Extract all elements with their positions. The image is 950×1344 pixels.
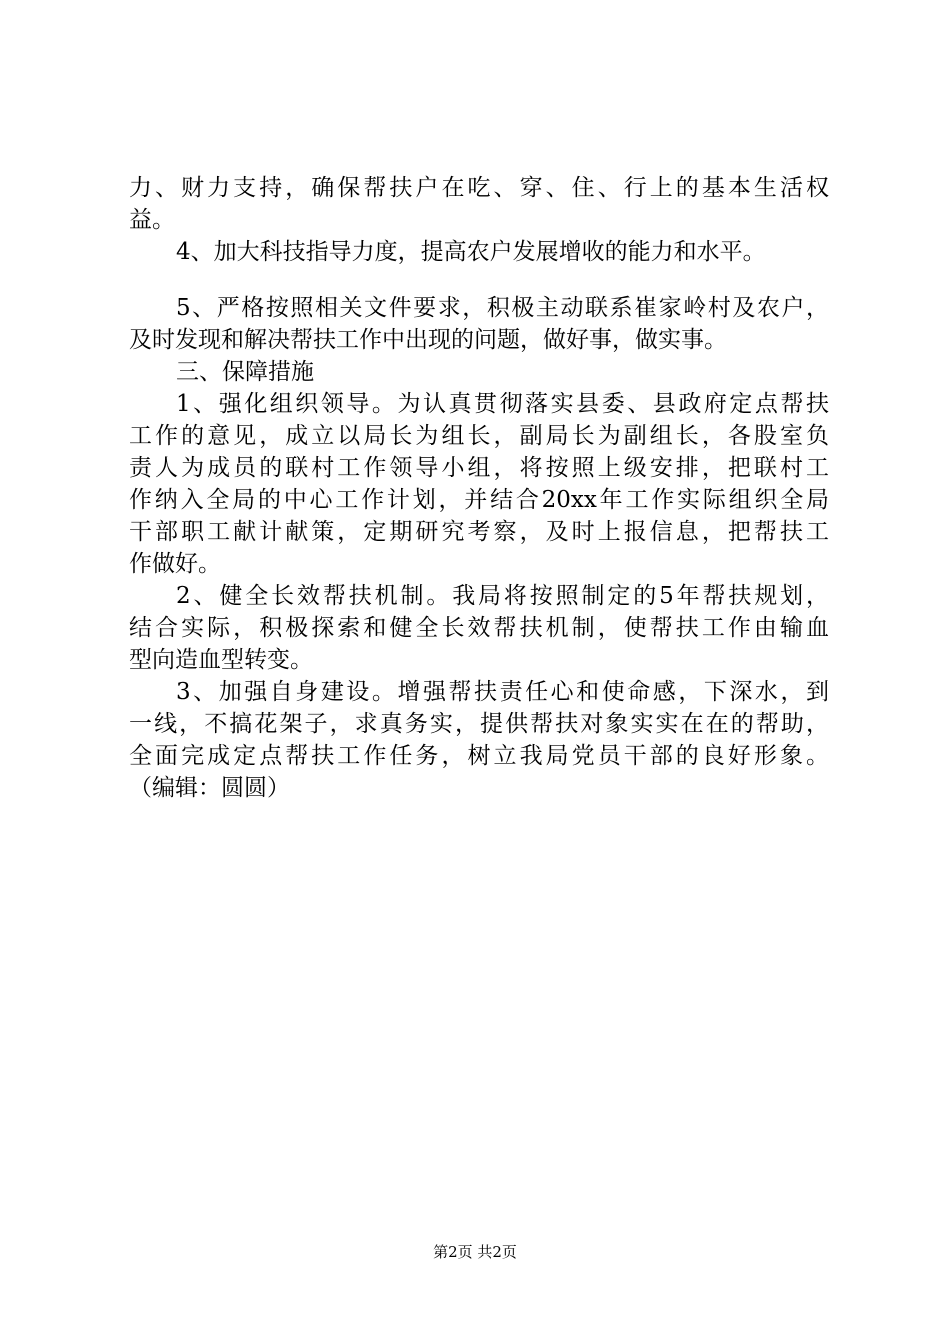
text-line: 作纳入全局的中心工作计划，并结合20xx年工作实际组织全局	[129, 487, 829, 513]
paragraph-measure-3	[129, 676, 829, 772]
heading-text: 三、保障措施	[176, 359, 314, 385]
document-body	[129, 172, 829, 804]
text-line: 全面完成定点帮扶工作任务，树立我局党员干部的良好形象。	[129, 743, 829, 769]
paragraph-measure-1	[129, 388, 829, 580]
text-line: 1、强化组织领导。为认真贯彻落实县委、县政府定点帮扶	[176, 391, 829, 417]
paragraph-continuation	[129, 172, 829, 236]
text-line: 作做好。	[129, 551, 221, 577]
page-footer	[0, 1241, 950, 1263]
text-line: 一线，不搞花架子，求真务实，提供帮扶对象实实在在的帮助，	[129, 711, 829, 737]
paragraph-item-4	[129, 236, 829, 268]
text-line: 益。	[129, 207, 175, 233]
text-line: 及时发现和解决帮扶工作中出现的问题，做好事，做实事。	[129, 327, 727, 353]
paragraph-spacer	[129, 268, 829, 292]
text-line: 型向造血型转变。	[129, 647, 313, 673]
text-line: 5、严格按照相关文件要求，积极主动联系崔家岭村及农户，	[176, 295, 829, 321]
text-line: 干部职工献计献策，定期研究考察，及时上报信息，把帮扶工	[129, 519, 829, 545]
text-line: 责人为成员的联村工作领导小组，将按照上级安排，把联村工	[129, 455, 829, 481]
paragraph-item-5	[129, 292, 829, 356]
page-number-label: 第2页 共2页	[433, 1243, 517, 1261]
paragraph-measure-2	[129, 580, 829, 676]
text-line: 3、加强自身建设。增强帮扶责任心和使命感，下深水，到	[176, 679, 829, 705]
text-line: （编辑：圆圆）	[129, 775, 290, 801]
text-line: 4、加大科技指导力度，提高农户发展增收的能力和水平。	[176, 239, 766, 265]
text-line: 结合实际，积极探索和健全长效帮扶机制，使帮扶工作由输血	[129, 615, 829, 641]
section-heading	[129, 356, 829, 388]
text-line: 工作的意见，成立以局长为组长，副局长为副组长，各股室负	[129, 423, 829, 449]
editor-note	[129, 772, 829, 804]
text-line: 力、财力支持，确保帮扶户在吃、穿、住、行上的基本生活权	[129, 175, 829, 201]
text-line: 2、健全长效帮扶机制。我局将按照制定的5年帮扶规划，	[176, 583, 829, 609]
